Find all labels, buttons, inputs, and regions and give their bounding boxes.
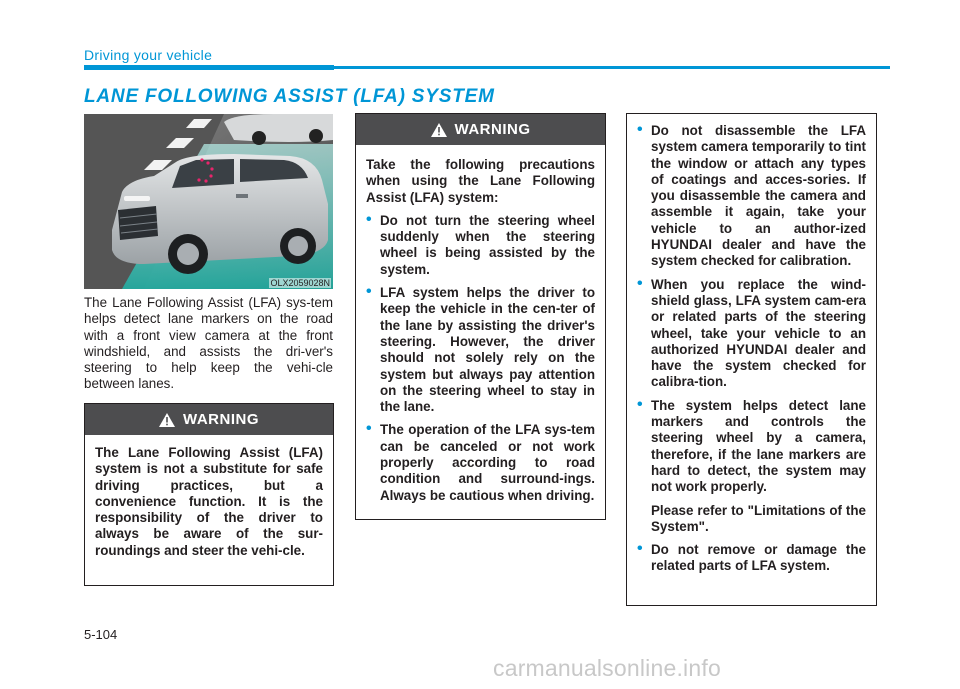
warning-box-2 bbox=[355, 113, 606, 520]
intro-paragraph: The Lane Following Assist (LFA) sys-tem helps detect lane markers on the road with a front view camera at the front windshield, and assists the dri-ver's steering to help keep the vehi-cle between lanes. bbox=[84, 295, 333, 392]
rear-vehicle bbox=[224, 114, 333, 145]
warning-text: The Lane Following Assist (LFA) system is not a substitute for safe driving practices, but a convenience function. It is the responsibility of the driver to always be aware of the sur-roundings and steer the vehi-cle. bbox=[95, 445, 323, 558]
warning-intro: Take the following precautions when using the Lane Following Assist (LFA) system: bbox=[366, 157, 595, 205]
list-item: • Do not disassemble the LFA system camera temporarily to tint the window or attach any types of coatings and acces-sories. If you disassemble the camera and assemble it again, take your vehicle to an author-ized HYUNDAI dealer and have the system checked for calibration. bbox=[637, 123, 866, 270]
warning-box-3 bbox=[626, 113, 877, 606]
section-title: Driving your vehicle bbox=[84, 47, 213, 63]
list-item: • LFA system helps the driver to keep the vehicle in the cen-ter of the lane by assisting the driver's steering. However, the driver should not solely rely on the system but always pay attention on the steering wheel to stay in the lane. bbox=[366, 285, 595, 415]
warning-header bbox=[85, 404, 333, 435]
header-rule bbox=[84, 66, 890, 69]
figure-code: OLX2059028N bbox=[270, 278, 330, 288]
list-item: • Do not remove or damage the related parts of LFA system. bbox=[637, 542, 866, 575]
reference-note: Please refer to "Limitations of the System". bbox=[651, 502, 866, 534]
page-number: 5-104 bbox=[84, 627, 118, 642]
warning-header bbox=[356, 114, 605, 145]
list-item: • When you replace the wind-shield glass, LFA system cam-era or related parts of the steering wheel, take your vehicle to an authorized HYUNDAI dealer and have the system checked for calibra-tion. bbox=[637, 277, 866, 391]
warning-label: WARNING bbox=[183, 411, 259, 428]
warning-box-1 bbox=[84, 403, 334, 586]
list-item: • The system helps detect lane markers and controls the steering wheel by a camera, therefore, if the lane markers are hard to detect, the system may not work properly. bbox=[637, 398, 866, 496]
list-item: • The operation of the LFA sys-tem can be canceled or not work properly according to road condition and surround-ings. Always be cautious when driving. bbox=[366, 422, 595, 503]
warning-label: WARNING bbox=[454, 121, 531, 138]
warning-icon bbox=[431, 123, 447, 137]
lfa-illustration bbox=[84, 114, 333, 289]
watermark: carmanualsonline.info bbox=[493, 655, 721, 681]
page-title: LANE FOLLOWING ASSIST (LFA) SYSTEM bbox=[84, 86, 495, 107]
list-item: • Do not turn the steering wheel suddenly when the steering wheel is being assisted by the system. bbox=[366, 213, 595, 278]
warning-icon bbox=[159, 413, 175, 427]
